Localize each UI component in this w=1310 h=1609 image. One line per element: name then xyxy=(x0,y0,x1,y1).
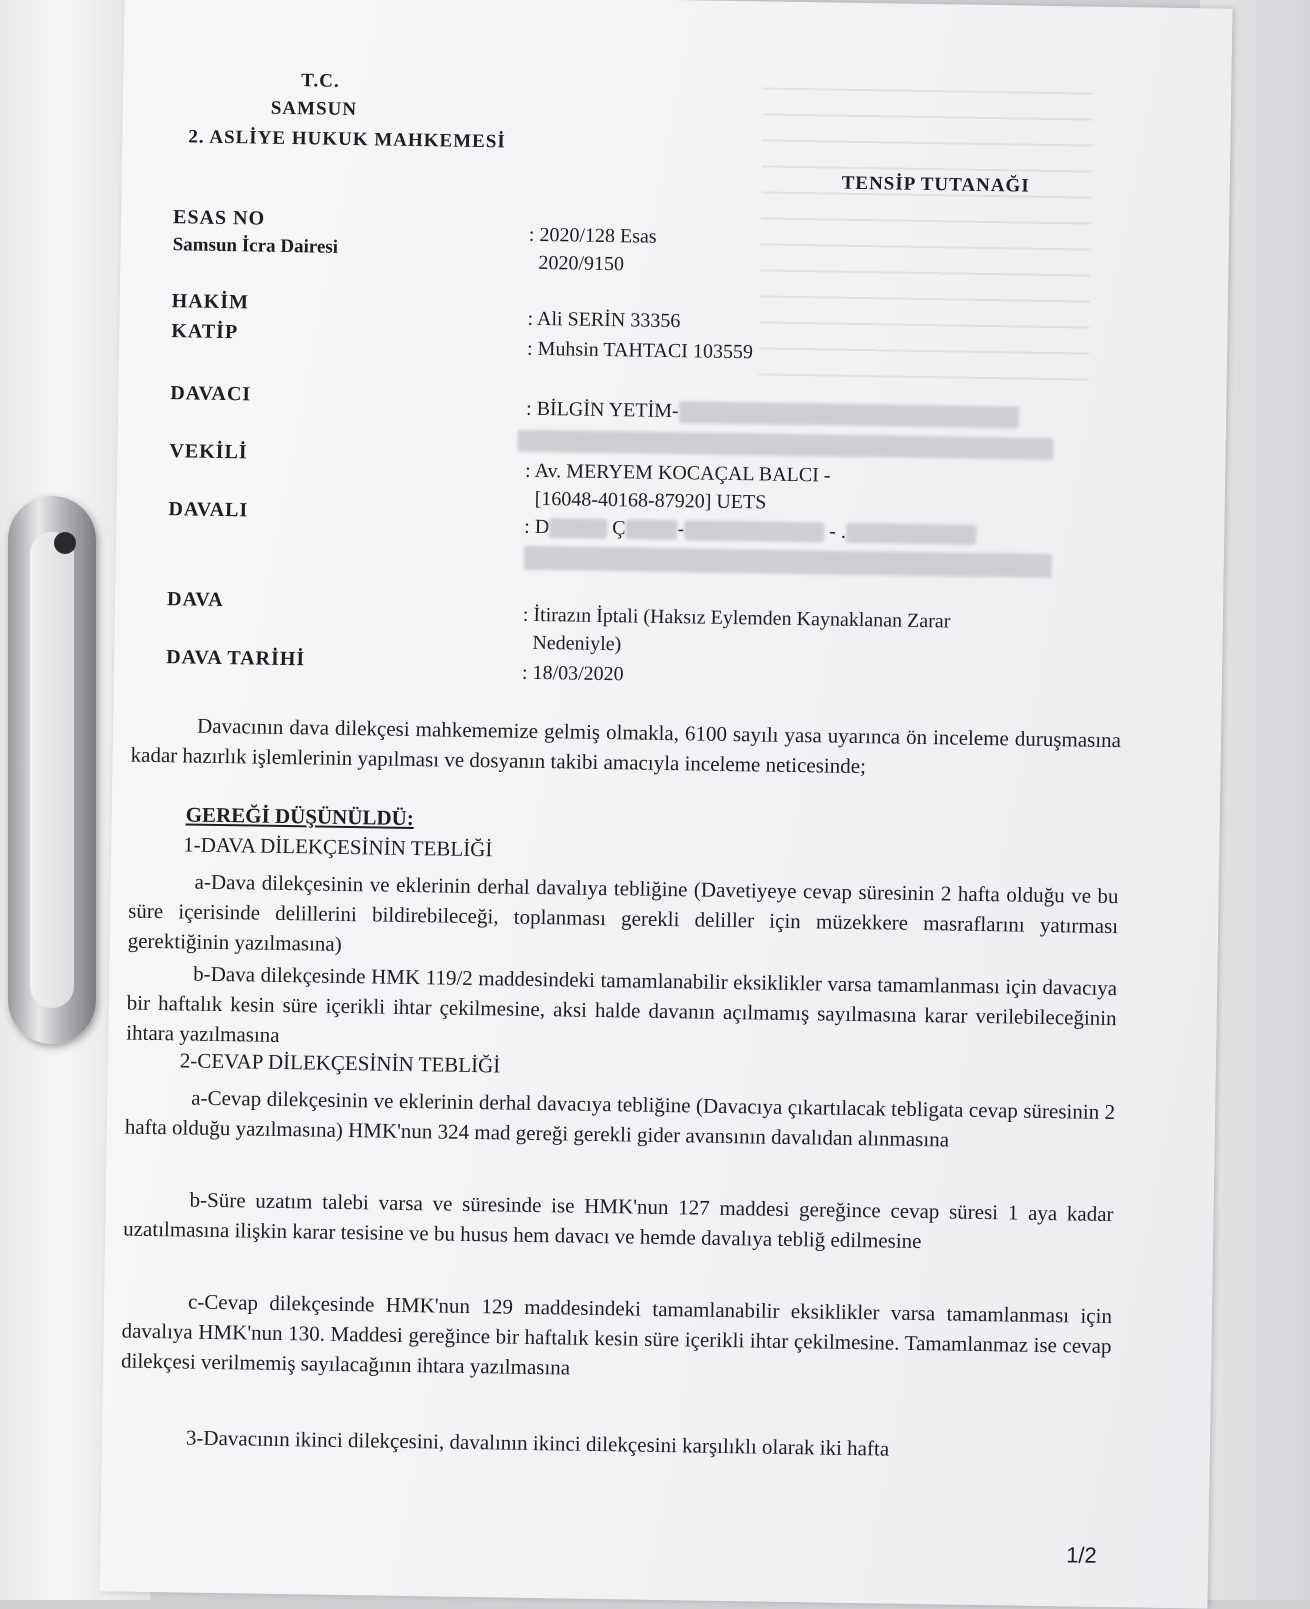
esas-label: ESAS NO xyxy=(172,206,266,230)
icra-value: 2020/9150 xyxy=(538,251,625,276)
davali-row xyxy=(524,516,976,546)
dava-tarihi-value: : 18/03/2020 xyxy=(521,661,624,686)
section-2-c: c-Cevap dilekçesinde HMK'nun 129 maddesindeki tamamlanabilir eksiklikler varsa tamamlanması için davalıya HMK'nun 130. Maddesi gereğince bir haftalık kesin süre içerikli ihtar çekilmesine. Tamamlanmaz ise cevap dilekçesi verilmemiş sayılacağının ihtara yazılmasına xyxy=(120,1289,1113,1380)
intro-paragraph: Davacının dava dilekçesi mahkememize gelmiş olmakla, 6100 sayılı yasa uyarınca ön inceleme duruşmasına kadar hazırlık işlemlerinin yapılması ve dosyanın takibi amacıyla inceleme neticesinde; xyxy=(130,713,1122,779)
dava-tarihi-label: DAVA TARİHİ xyxy=(166,646,306,671)
section-3-start: 3-Davacının ikinci dilekçesini, davalının ikinci dilekçesini karşılıklı olarak iki hafta xyxy=(185,1425,890,1461)
redacted-block xyxy=(517,430,1053,460)
davali-value-d: - . xyxy=(829,520,847,543)
redacted-block xyxy=(625,520,677,541)
vekili-value: : Av. MERYEM KOCAÇAL BALCI - xyxy=(524,459,831,487)
redacted-block xyxy=(678,402,1018,429)
redacted-block xyxy=(524,546,1052,578)
gd-heading: GEREĞİ DÜŞÜNÜLDÜ: xyxy=(185,802,414,831)
icra-label: Samsun İcra Dairesi xyxy=(172,234,339,258)
davaci-redacted-line xyxy=(517,430,1053,460)
binder-clip xyxy=(8,496,96,1044)
davali-value-c: - xyxy=(677,518,685,541)
binder-hole xyxy=(54,532,76,554)
hakim-value: : Ali SERİN 33356 xyxy=(527,307,681,333)
section-1-heading: 1-DAVA DİLEKÇESİNİN TEBLİĞİ xyxy=(183,832,493,862)
dava-value-cont: Nedeniyle) xyxy=(532,631,622,656)
davali-redacted-line xyxy=(524,546,1052,578)
section-2-b: b-Süre uzatım talebi varsa ve süresinde ise HMK'nun 127 maddesi gereğince cevap süresi 1 aya kadar uzatılmasına ilişkin karar tesisine ve bu husus hem davacı ve hemde davalıya tebliğ edilmesine xyxy=(123,1187,1114,1254)
vekili-label: VEKİLİ xyxy=(169,440,248,464)
davaci-label: DAVACI xyxy=(170,382,252,406)
katip-label: KATİP xyxy=(171,320,239,344)
section-2-heading: 2-CEVAP DİLEKÇESİNİN TEBLİĞİ xyxy=(179,1048,501,1078)
vekili-uets: [16048-40168-87920] UETS xyxy=(534,487,767,514)
davali-value-b: Ç xyxy=(612,517,626,540)
dava-value: : İtirazın İptali (Haksız Eylemden Kaynaklanan Zarar xyxy=(522,603,951,633)
header-city: SAMSUN xyxy=(270,97,358,121)
davali-value-a: : D xyxy=(524,515,550,539)
section-2-a: a-Cevap dilekçesinin ve eklerinin derhal davacıya tebliğine (Davacıya çıkartılacak tebligata cevap süresinin 2 hafta olduğu yazılmasına) HMK'nun 324 mad gereği gerekli gider avansının davalıdan alınmasına xyxy=(124,1085,1116,1152)
katip-value: : Muhsin TAHTACI 103559 xyxy=(526,337,754,364)
page-number: 1/2 xyxy=(1065,1542,1097,1568)
redacted-block xyxy=(684,521,824,543)
hakim-label: HAKİM xyxy=(171,290,250,314)
dava-label: DAVA xyxy=(166,588,224,612)
document-title: TENSİP TUTANAĞI xyxy=(841,172,1030,197)
header-tc: T.C. xyxy=(301,70,340,92)
esas-value: : 2020/128 Esas xyxy=(528,223,657,248)
redacted-block xyxy=(549,519,607,540)
section-1-b: b-Dava dilekçesinde HMK 119/2 maddesindeki tamamlanabilir eksiklikler varsa tamamlanması için davacıya bir haftalık kesin süre içerikli ihtar çekilmesine, aksi halde davanın açılmamış sayılmasına karar verilebileceğinin ihtara yazılmasına xyxy=(126,961,1118,1047)
section-1-a: a-Dava dilekçesinin ve eklerinin derhal davalıya tebliğine (Davetiyeye cevap süresinin 2 hafta olduğu ve bu süre içerisinde delillerini bildirebileceği, toplanması gerekli deliller için müzekkere masraflarını yatırması gerektiğinin yazılmasına) xyxy=(127,869,1119,956)
redacted-block xyxy=(846,523,976,545)
document-page xyxy=(100,0,1233,1609)
header-court: 2. ASLİYE HUKUK MAHKEMESİ xyxy=(188,126,506,153)
davaci-value: : BİLGİN YETİM- xyxy=(525,397,679,423)
davaci-row xyxy=(526,398,1019,429)
show-through-text xyxy=(758,87,1093,392)
davali-label: DAVALI xyxy=(168,498,249,522)
